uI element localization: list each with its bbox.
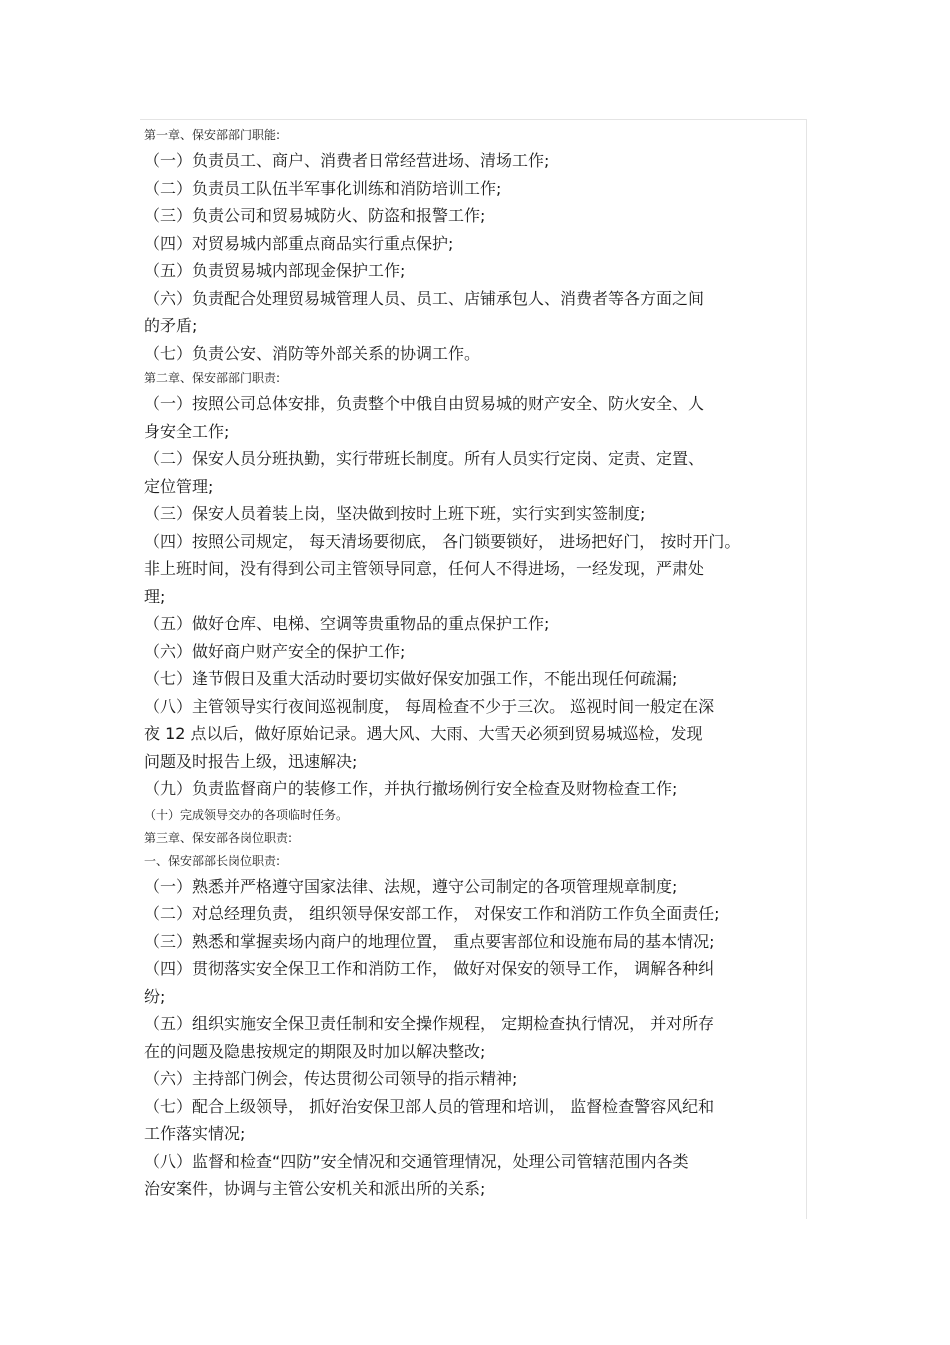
text-line: 在的问题及隐患按规定的期限及时加以解决整改; <box>144 1041 486 1061</box>
text-line: 身安全工作; <box>144 421 230 441</box>
text-line: 纷; <box>144 986 166 1006</box>
text-line: （八）主管领导实行夜间巡视制度， 每周检查不少于三次。 巡视时间一般定在深 <box>144 696 715 716</box>
text-line: （三）熟悉和掌握卖场内商户的地理位置， 重点要害部位和设施布局的基本情况; <box>144 931 715 951</box>
text-line: （一）按照公司总体安排，负责整个中俄自由贸易城的财产安全、防火安全、人 <box>144 394 705 413</box>
section-heading: 一、保安部部长岗位职责: <box>144 853 281 868</box>
text-line: 理; <box>144 586 166 606</box>
text-line: （八）监督和检查“四防”安全情况和交通管理情况，处理公司管辖范围内各类 <box>144 1151 689 1171</box>
text-line: （六）负责配合处理贸易城管理人员、员工、店铺承包人、消费者等各方面之间 <box>144 288 705 308</box>
text-line: （一）熟悉并严格遵守国家法律、法规，遵守公司制定的各项管理规章制度; <box>144 876 678 896</box>
text-line: （九）负责监督商户的装修工作，并执行撤场例行安全检查及财物检查工作; <box>144 779 678 798</box>
text-line: 的矛盾; <box>144 316 198 335</box>
text-line: （五）组织实施安全保卫责任制和安全操作规程， 定期检查执行情况， 并对所存 <box>144 1014 715 1033</box>
text-line: （一）负责员工、商户、消费者日常经营进场、清场工作; <box>144 151 550 170</box>
text-line: 工作落实情况; <box>144 1124 246 1143</box>
text-line: （三）保安人员着装上岗，坚决做到按时上班下班，实行实到实签制度; <box>144 504 646 523</box>
text-line: 非上班时间，没有得到公司主管领导同意，任何人不得进场，一经发现，严肃处 <box>144 559 705 578</box>
text-line: （四）贯彻落实安全保卫工作和消防工作， 做好对保安的领导工作， 调解各种纠 <box>144 959 715 978</box>
text-line: （十）完成领导交办的各项临时任务。 <box>144 807 349 822</box>
text-line: （七）逢节假日及重大活动时要切实做好保安加强工作，不能出现任何疏漏; <box>144 669 678 688</box>
text-line: 夜 12 点以后，做好原始记录。遇大风、大雨、大雪天必须到贸易城巡检，发现 <box>144 724 703 743</box>
text-line: （六）做好商户财产安全的保护工作; <box>144 641 406 661</box>
text-line: （三）负责公司和贸易城防火、防盗和报警工作; <box>144 206 486 225</box>
text-line: （四）按照公司规定， 每天清场要彻底， 各门锁要锁好， 进场把好门， 按时开门。 <box>144 531 741 551</box>
document-body <box>144 124 806 1203</box>
section-heading: 第三章、保安部各岗位职责: <box>144 830 293 845</box>
section-heading: 第一章、保安部部门职能: <box>144 128 281 142</box>
text-line: （六）主持部门例会，传达贯彻公司领导的指示精神; <box>144 1069 518 1088</box>
text-line: 问题及时报告上级，迅速解决; <box>144 751 358 771</box>
section-heading: 第二章、保安部部门职责: <box>144 371 281 385</box>
text-line: （二）保安人员分班执勤，实行带班长制度。所有人员实行定岗、定责、定置、 <box>144 449 705 468</box>
text-line: （七）负责公安、消防等外部关系的协调工作。 <box>144 343 481 363</box>
text-line: （五）做好仓库、电梯、空调等贵重物品的重点保护工作; <box>144 614 550 633</box>
text-line: （五）负责贸易城内部现金保护工作; <box>144 261 406 280</box>
text-line: （二）负责员工队伍半军事化训练和消防培训工作; <box>144 178 502 198</box>
text-line: （四）对贸易城内部重点商品实行重点保护; <box>144 233 454 253</box>
text-line: （七）配合上级领导， 抓好治安保卫部人员的管理和培训， 监督检查警容风纪和 <box>144 1096 715 1116</box>
text-line: （二）对总经理负责， 组织领导保安部工作， 对保安工作和消防工作负全面责任; <box>144 904 720 923</box>
text-line: 定位管理; <box>144 476 214 496</box>
text-line: 治安案件，协调与主管公安机关和派出所的关系; <box>144 1179 486 1198</box>
